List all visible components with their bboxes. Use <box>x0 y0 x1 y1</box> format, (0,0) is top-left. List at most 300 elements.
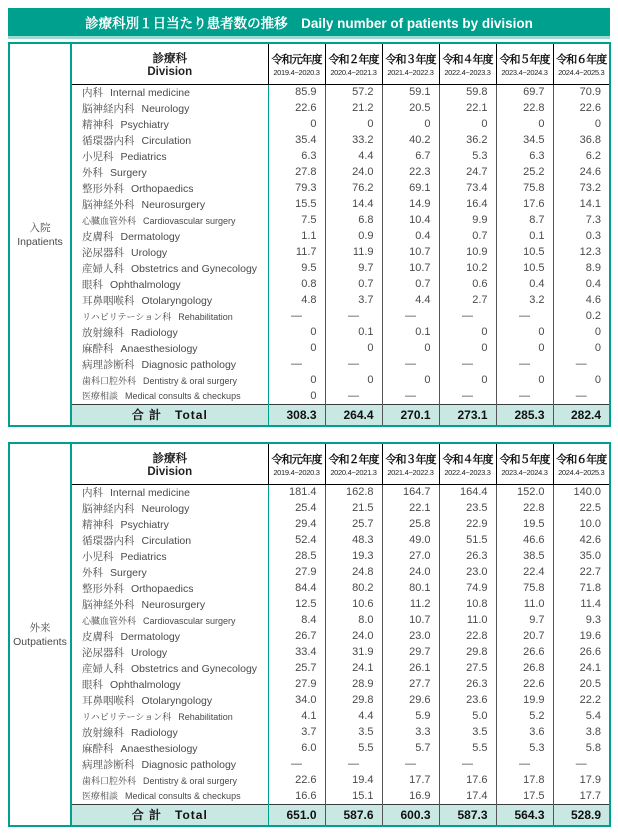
division-label-en: Urology <box>131 646 168 659</box>
division-label <box>71 788 268 804</box>
value-cell: 0 <box>310 374 317 386</box>
value-cell: 29.8 <box>325 692 382 708</box>
value-cell: 22.2 <box>553 692 610 708</box>
value-cell: — <box>382 388 439 404</box>
division-label <box>71 772 268 788</box>
total-value-cell: 285.3 <box>496 404 553 426</box>
header-row <box>9 43 610 84</box>
table-row <box>9 772 610 788</box>
division-label-ja: 放射線科 <box>82 326 124 339</box>
table-row <box>9 676 610 692</box>
value-cell: — <box>553 756 610 772</box>
division-label-ja: 皮膚科 <box>82 230 114 243</box>
division-label-en: Pediatrics <box>120 550 167 563</box>
total-value-cell: 600.3 <box>382 804 439 826</box>
division-label-en: Obstetrics and Gynecology <box>131 262 258 275</box>
value-cell: 29.8 <box>439 644 496 660</box>
division-label <box>71 740 268 756</box>
value-cell: 57.2 <box>325 84 382 100</box>
value-cell: 181.4 <box>288 486 317 499</box>
value-cell: 4.1 <box>301 710 317 722</box>
value-cell: 10.8 <box>439 596 496 612</box>
division-label <box>71 756 268 772</box>
value-cell: 25.8 <box>382 516 439 532</box>
value-cell: 8.0 <box>325 612 382 628</box>
value-cell: — <box>496 388 553 404</box>
value-cell: 28.9 <box>325 676 382 692</box>
table-row <box>9 116 610 132</box>
value-cell: 0 <box>439 340 496 356</box>
table-row <box>9 276 610 292</box>
value-cell: 3.8 <box>553 724 610 740</box>
division-label-ja: 脳神経外科 <box>82 198 135 211</box>
value-cell: 9.7 <box>325 260 382 276</box>
value-cell: 26.7 <box>295 630 317 642</box>
value-cell: 4.4 <box>382 292 439 308</box>
value-cell: 0 <box>310 389 317 402</box>
division-label-ja: 循環器内科 <box>82 534 135 547</box>
value-cell: 4.6 <box>553 292 610 308</box>
table-row <box>9 148 610 164</box>
division-label-ja: 耳鼻咽喉科 <box>82 694 135 707</box>
value-cell: 75.8 <box>496 180 553 196</box>
value-cell: 0.4 <box>382 228 439 244</box>
year-range-label: 2024.4~2025.3 <box>558 467 605 477</box>
division-header-ja: 診療科 <box>152 452 187 465</box>
value-cell: 0 <box>553 372 610 388</box>
division-label-en: Pediatrics <box>120 150 167 163</box>
value-cell: — <box>496 308 553 324</box>
value-cell: 22.1 <box>382 500 439 516</box>
value-cell: 22.8 <box>496 500 553 516</box>
value-cell: — <box>496 356 553 372</box>
value-cell: — <box>325 356 382 372</box>
value-cell: 27.8 <box>295 166 317 178</box>
value-cell: 29.7 <box>382 644 439 660</box>
value-cell: 36.2 <box>439 132 496 148</box>
division-label-ja: 放射線科 <box>82 726 124 739</box>
group-label-inpatients <box>9 43 71 426</box>
division-label-ja: 耳鼻咽喉科 <box>82 294 135 307</box>
value-cell: 11.4 <box>553 596 610 612</box>
division-label-en: Dentistry & oral surgery <box>143 775 238 786</box>
value-cell: 24.7 <box>439 164 496 180</box>
value-cell: 10.4 <box>382 212 439 228</box>
value-cell: 0 <box>310 326 317 338</box>
value-cell: 2.7 <box>439 292 496 308</box>
value-cell: 3.6 <box>496 724 553 740</box>
value-cell: 23.0 <box>439 564 496 580</box>
table-row <box>9 740 610 756</box>
value-cell: 0.2 <box>553 308 610 324</box>
value-cell: 34.5 <box>496 132 553 148</box>
value-cell: 14.1 <box>553 196 610 212</box>
division-label-ja: 病理診断科 <box>82 358 135 371</box>
total-label: 合 計 Total <box>71 404 268 426</box>
division-label-en: Anaesthesiology <box>120 742 198 755</box>
value-cell: 0.6 <box>439 276 496 292</box>
value-cell: 51.5 <box>439 532 496 548</box>
value-cell: 16.6 <box>295 789 317 802</box>
value-cell: 0.1 <box>382 324 439 340</box>
value-cell: 5.8 <box>553 740 610 756</box>
value-cell: 0 <box>553 340 610 356</box>
value-cell: 24.8 <box>325 564 382 580</box>
division-label-en: Urology <box>131 246 168 259</box>
value-cell: 3.7 <box>301 726 317 738</box>
value-cell: 5.9 <box>382 708 439 724</box>
division-label <box>71 340 268 356</box>
division-label-en: Medical consults & checkups <box>125 391 241 402</box>
value-cell: 10.7 <box>382 612 439 628</box>
value-cell: 23.0 <box>382 628 439 644</box>
table-row <box>9 100 610 116</box>
value-cell: — <box>496 756 553 772</box>
value-cell: 0 <box>496 116 553 132</box>
group-label-outpatients <box>9 443 71 826</box>
value-cell: 27.9 <box>295 678 317 690</box>
value-cell: 152.0 <box>496 484 553 500</box>
value-cell: 24.0 <box>325 164 382 180</box>
table-row <box>9 356 610 372</box>
value-cell: 49.0 <box>382 532 439 548</box>
value-cell: 24.1 <box>325 660 382 676</box>
total-value-cell: 264.4 <box>325 404 382 426</box>
division-label-en: Circulation <box>141 534 192 547</box>
value-cell: 7.5 <box>301 214 317 226</box>
total-value-cell: 587.6 <box>325 804 382 826</box>
division-label-ja: 心臓血管外科 <box>82 615 137 626</box>
division-label-ja: 眼科 <box>82 278 103 291</box>
table-row <box>9 516 610 532</box>
table-row <box>9 324 610 340</box>
total-label: 合 計 Total <box>71 804 268 826</box>
value-cell: 4.8 <box>301 294 317 306</box>
value-cell: 3.3 <box>382 724 439 740</box>
table-row <box>9 788 610 804</box>
division-label <box>71 628 268 644</box>
value-cell: — <box>291 758 302 770</box>
table-row <box>9 612 610 628</box>
value-cell: 73.4 <box>439 180 496 196</box>
value-cell: 0 <box>439 372 496 388</box>
group-label-en: Outpatients <box>13 635 67 648</box>
division-label-en: Neurology <box>141 502 190 515</box>
value-cell: — <box>382 308 439 324</box>
table-row <box>9 564 610 580</box>
group-label-ja: 入院 <box>29 221 51 234</box>
value-cell: 17.4 <box>439 788 496 804</box>
total-value-cell: 282.4 <box>553 404 610 426</box>
division-label <box>71 724 268 740</box>
division-label <box>71 500 268 516</box>
total-value-cell: 270.1 <box>382 404 439 426</box>
total-row <box>9 404 610 426</box>
value-cell: 22.7 <box>553 564 610 580</box>
value-cell: 0 <box>439 116 496 132</box>
division-label-ja: 整形外科 <box>82 582 124 595</box>
table-row <box>9 164 610 180</box>
division-label-en: Internal medicine <box>110 486 190 499</box>
value-cell: 0 <box>496 340 553 356</box>
value-cell: 22.4 <box>496 564 553 580</box>
division-label-en: Orthopaedics <box>131 582 194 595</box>
value-cell: — <box>291 358 302 370</box>
year-header-3 <box>382 43 439 84</box>
division-label <box>71 212 268 228</box>
value-cell: 80.2 <box>325 580 382 596</box>
division-label-en: Neurosurgery <box>141 198 206 211</box>
value-cell: 85.9 <box>295 86 317 99</box>
year-header-6 <box>553 43 610 84</box>
value-cell: 0.8 <box>301 278 317 290</box>
table-row <box>9 132 610 148</box>
total-value-cell: 273.1 <box>439 404 496 426</box>
division-label-en: Otolaryngology <box>141 294 213 307</box>
value-cell: — <box>325 388 382 404</box>
value-cell: 22.1 <box>439 100 496 116</box>
value-cell: 11.9 <box>325 244 382 260</box>
value-cell: 22.8 <box>439 628 496 644</box>
value-cell: 7.3 <box>553 212 610 228</box>
division-label-en: Surgery <box>110 566 147 579</box>
table-row <box>9 180 610 196</box>
division-label-en: Otolaryngology <box>141 694 213 707</box>
division-label-ja: リハビリテーション科 <box>82 311 172 322</box>
year-label: 令和元年度 <box>271 453 322 466</box>
value-cell: 5.3 <box>496 740 553 756</box>
value-cell: 40.2 <box>382 132 439 148</box>
value-cell: 25.4 <box>295 502 317 514</box>
division-label <box>71 356 268 372</box>
table-row <box>9 388 610 404</box>
value-cell: 0.7 <box>382 276 439 292</box>
value-cell: 24.6 <box>553 164 610 180</box>
value-cell: 29.6 <box>382 692 439 708</box>
year-label: 令和６年度 <box>556 453 607 466</box>
division-label-en: Obstetrics and Gynecology <box>131 662 258 675</box>
table-row <box>9 484 610 500</box>
value-cell: 5.0 <box>439 708 496 724</box>
table-row <box>9 628 610 644</box>
value-cell: 27.5 <box>439 660 496 676</box>
table-row <box>9 660 610 676</box>
value-cell: 5.4 <box>553 708 610 724</box>
value-cell: 22.6 <box>295 774 317 786</box>
value-cell: 6.3 <box>496 148 553 164</box>
value-cell: 25.7 <box>325 516 382 532</box>
table-row <box>9 372 610 388</box>
division-label-ja: 眼科 <box>82 678 103 691</box>
value-cell: 46.6 <box>496 532 553 548</box>
value-cell: 17.8 <box>496 772 553 788</box>
value-cell: 8.9 <box>553 260 610 276</box>
value-cell: 1.1 <box>301 230 317 242</box>
value-cell: 27.7 <box>382 676 439 692</box>
division-label <box>71 644 268 660</box>
division-label <box>71 516 268 532</box>
table-row <box>9 500 610 516</box>
value-cell: 5.2 <box>496 708 553 724</box>
year-header-1 <box>268 43 325 84</box>
value-cell: 26.6 <box>553 644 610 660</box>
value-cell: 12.5 <box>295 598 317 610</box>
value-cell: 25.2 <box>496 164 553 180</box>
year-header-4 <box>439 443 496 484</box>
division-label <box>71 692 268 708</box>
value-cell: 11.0 <box>439 612 496 628</box>
value-cell: 9.9 <box>439 212 496 228</box>
division-label-ja: 皮膚科 <box>82 630 114 643</box>
value-cell: 0.4 <box>553 276 610 292</box>
value-cell: 80.1 <box>382 580 439 596</box>
year-label: 令和５年度 <box>499 53 550 66</box>
value-cell: 0 <box>382 116 439 132</box>
division-label <box>71 708 268 724</box>
value-cell: 27.9 <box>295 566 317 578</box>
value-cell: 3.2 <box>496 292 553 308</box>
value-cell: 140.0 <box>553 484 610 500</box>
value-cell: 59.1 <box>382 84 439 100</box>
value-cell: — <box>325 308 382 324</box>
division-header-en: Division <box>147 65 193 78</box>
division-label-ja: 脳神経内科 <box>82 102 135 115</box>
division-label-ja: 産婦人科 <box>82 662 124 675</box>
table-row <box>9 196 610 212</box>
value-cell: 84.4 <box>295 582 317 594</box>
group-label-en: Inpatients <box>17 235 63 248</box>
value-cell: 23.5 <box>439 500 496 516</box>
division-label-en: Anaesthesiology <box>120 342 198 355</box>
division-label <box>71 100 268 116</box>
division-label-en: Rehabilitation <box>178 711 233 722</box>
division-label-ja: 医療相談 <box>82 391 119 402</box>
value-cell: — <box>439 308 496 324</box>
value-cell: 24.0 <box>382 564 439 580</box>
division-label <box>71 532 268 548</box>
value-cell: 164.7 <box>382 484 439 500</box>
division-label <box>71 660 268 676</box>
year-label: 令和３年度 <box>385 453 436 466</box>
value-cell: 25.7 <box>295 662 317 674</box>
year-label: 令和４年度 <box>442 453 493 466</box>
value-cell: 5.7 <box>382 740 439 756</box>
value-cell: 20.7 <box>496 628 553 644</box>
value-cell: 20.5 <box>382 100 439 116</box>
value-cell: 10.7 <box>382 260 439 276</box>
year-header-5 <box>496 43 553 84</box>
value-cell: — <box>439 356 496 372</box>
value-cell: 8.4 <box>301 614 317 626</box>
value-cell: 26.3 <box>439 548 496 564</box>
division-label-ja: 小児科 <box>82 150 114 163</box>
division-label-ja: 病理診断科 <box>82 758 135 771</box>
total-value-cell: 587.3 <box>439 804 496 826</box>
value-cell: 0 <box>382 372 439 388</box>
division-label-ja: 心臓血管外科 <box>82 215 137 226</box>
division-label-en: Rehabilitation <box>178 311 233 322</box>
tables-container <box>8 42 610 827</box>
value-cell: 17.7 <box>382 772 439 788</box>
value-cell: 9.7 <box>496 612 553 628</box>
value-cell: 26.1 <box>382 660 439 676</box>
value-cell: — <box>382 756 439 772</box>
table-row <box>9 548 610 564</box>
division-label <box>71 228 268 244</box>
value-cell: 19.6 <box>553 628 610 644</box>
year-range-label: 2020.4~2021.3 <box>330 67 377 77</box>
value-cell: 6.8 <box>325 212 382 228</box>
table-row <box>9 212 610 228</box>
total-row <box>9 804 610 826</box>
division-label <box>71 292 268 308</box>
value-cell: 9.5 <box>301 262 317 274</box>
value-cell: 42.6 <box>553 532 610 548</box>
value-cell: 75.8 <box>496 580 553 596</box>
table-row <box>9 580 610 596</box>
year-label: 令和５年度 <box>499 453 550 466</box>
header-row <box>9 443 610 484</box>
value-cell: 69.7 <box>496 84 553 100</box>
value-cell: 10.2 <box>439 260 496 276</box>
value-cell: — <box>439 388 496 404</box>
value-cell: 76.2 <box>325 180 382 196</box>
division-label-ja: 医療相談 <box>82 791 119 802</box>
value-cell: 26.8 <box>496 660 553 676</box>
year-header-2 <box>325 43 382 84</box>
division-label <box>71 548 268 564</box>
division-label-en: Medical consults & checkups <box>125 791 241 802</box>
division-label-en: Ophthalmology <box>110 278 181 291</box>
division-label <box>71 596 268 612</box>
year-label: 令和４年度 <box>442 53 493 66</box>
value-cell: 33.2 <box>325 132 382 148</box>
value-cell: 33.4 <box>295 646 317 658</box>
table-row <box>9 644 610 660</box>
total-value-cell: 651.0 <box>268 804 325 826</box>
value-cell: 3.5 <box>439 724 496 740</box>
value-cell: 0.4 <box>496 276 553 292</box>
year-header-3 <box>382 443 439 484</box>
value-cell: 5.3 <box>439 148 496 164</box>
year-range-label: 2020.4~2021.3 <box>330 467 377 477</box>
table-row <box>9 724 610 740</box>
value-cell: 15.5 <box>295 198 317 210</box>
division-label <box>71 260 268 276</box>
division-label-en: Ophthalmology <box>110 678 181 691</box>
division-label-ja: 精神科 <box>82 118 114 131</box>
division-header <box>71 43 268 84</box>
division-label <box>71 388 268 404</box>
value-cell: 10.6 <box>325 596 382 612</box>
value-cell: 69.1 <box>382 180 439 196</box>
value-cell: 22.6 <box>295 102 317 114</box>
value-cell: 17.5 <box>496 788 553 804</box>
division-label-en: Neurosurgery <box>141 598 206 611</box>
value-cell: 48.3 <box>325 532 382 548</box>
division-label-ja: 麻酔科 <box>82 342 114 355</box>
division-label-en: Internal medicine <box>110 86 190 99</box>
year-range-label: 2019.4~2020.3 <box>273 467 320 477</box>
value-cell: 22.3 <box>382 164 439 180</box>
division-label-ja: 泌尿器科 <box>82 246 124 259</box>
value-cell: 22.9 <box>439 516 496 532</box>
division-label <box>71 148 268 164</box>
value-cell: 11.0 <box>496 596 553 612</box>
division-label-ja: 外科 <box>82 566 103 579</box>
value-cell: 12.3 <box>553 244 610 260</box>
value-cell: 17.6 <box>496 196 553 212</box>
